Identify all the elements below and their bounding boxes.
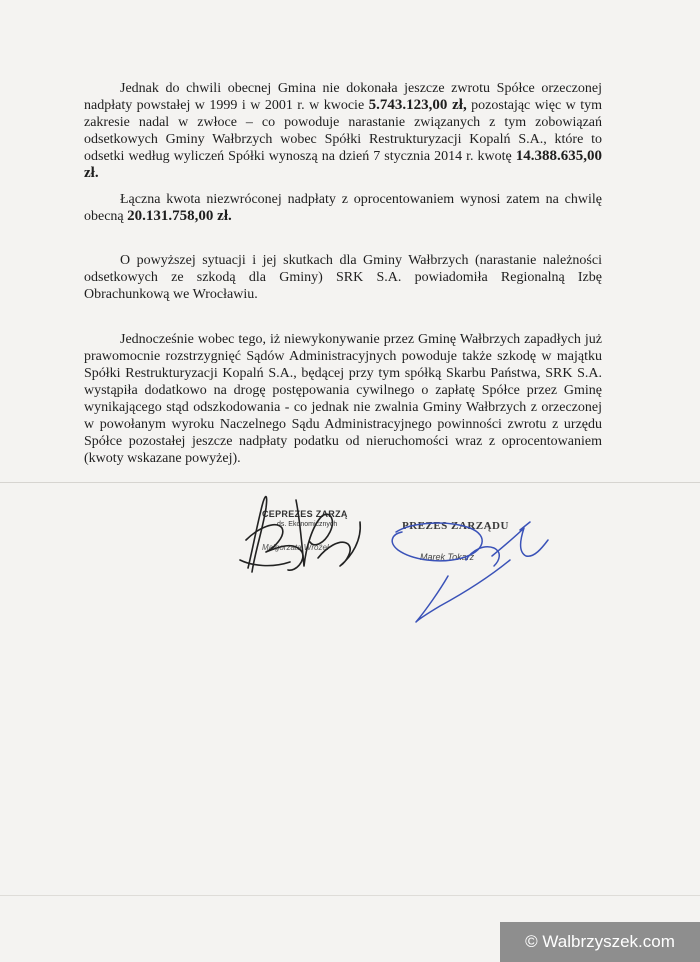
stamp-president-title: PREZES ZARZĄDU [402, 520, 509, 532]
paragraph-total: Łączna kwota niezwróconej nadpłaty z oprocentowaniem wynosi zatem na chwilę obecną 20.131.758,00 zł. [84, 192, 602, 224]
signature-president-icon [392, 522, 548, 622]
stamp-vice-president-name: Małgorzata Wróżel [262, 543, 329, 552]
amount-interest: 14.388.635,00 zł. [84, 148, 602, 181]
paragraph-rio-notice: O powyższej sytuacji i jej skutkach dla Gminy Wałbrzych (narastanie należności odsetkowych ze szkodą dla Gminy) SRK S.A. powiadomiła Regionalną Izbę Obrachunkową we Wrocławiu. [84, 253, 602, 302]
stamp-vice-president-subtitle: ds. Ekonomicznych [277, 521, 338, 528]
stamp-president-name: Marek Tokarz [420, 552, 475, 562]
paragraph-overpayment: Jednak do chwili obecnej Gmina nie dokonała jeszcze zwrotu Spółce orzeczonej nadpłaty powstałej w 1999 i w 2001 r. w kwocie 5.743.123,00 zł, pozostając więc w tym zakresie nadal w zwłoce – co powoduje narastanie związanych z tym zobowiązań odsetkowych Gminy Wałbrzych wobec Spółki Restrukturyzacji Kopalń S.A., które to odsetki według wyliczeń Spółki wynoszą na dzień 7 stycznia 2014 r. kwotę 14.388.635,00 zł. [84, 81, 602, 181]
signature-vice-president-icon [240, 497, 360, 573]
paragraph-civil-action: Jednocześnie wobec tego, iż niewykonywanie przez Gminę Wałbrzych zapadłych już prawomocnie rozstrzygnięć Sądów Administracyjnych powoduje także szkodę w majątku Spółki Restrukturyzacji Kopalń S.A., będącej przy tym spółką Skarbu Państwa, SRK S.A. wystąpiła dodatkowo na drogę postępowania cywilnego o zapłatę Spółce przez Gminę wynikającego stąd odszkodowania - co jednak nie zwalnia Gminy Wałbrzych z orzeczonej w powołanym wyroku Naczelnego Sądu Administracyjnego powinności zwrotu z urzędu Spółce pozostałej jeszcze nadpłaty podatku od nieruchomości wraz z oprocentowaniem (kwoty wskazane powyżej). [84, 332, 602, 466]
amount-overpayment: 5.743.123,00 zł, [368, 97, 467, 113]
stamp-vice-president-title: CEPREZES ZARZĄ [262, 509, 348, 519]
watermark-badge: © Walbrzyszek.com [500, 922, 700, 962]
amount-total: 20.131.758,00 zł. [127, 208, 232, 224]
